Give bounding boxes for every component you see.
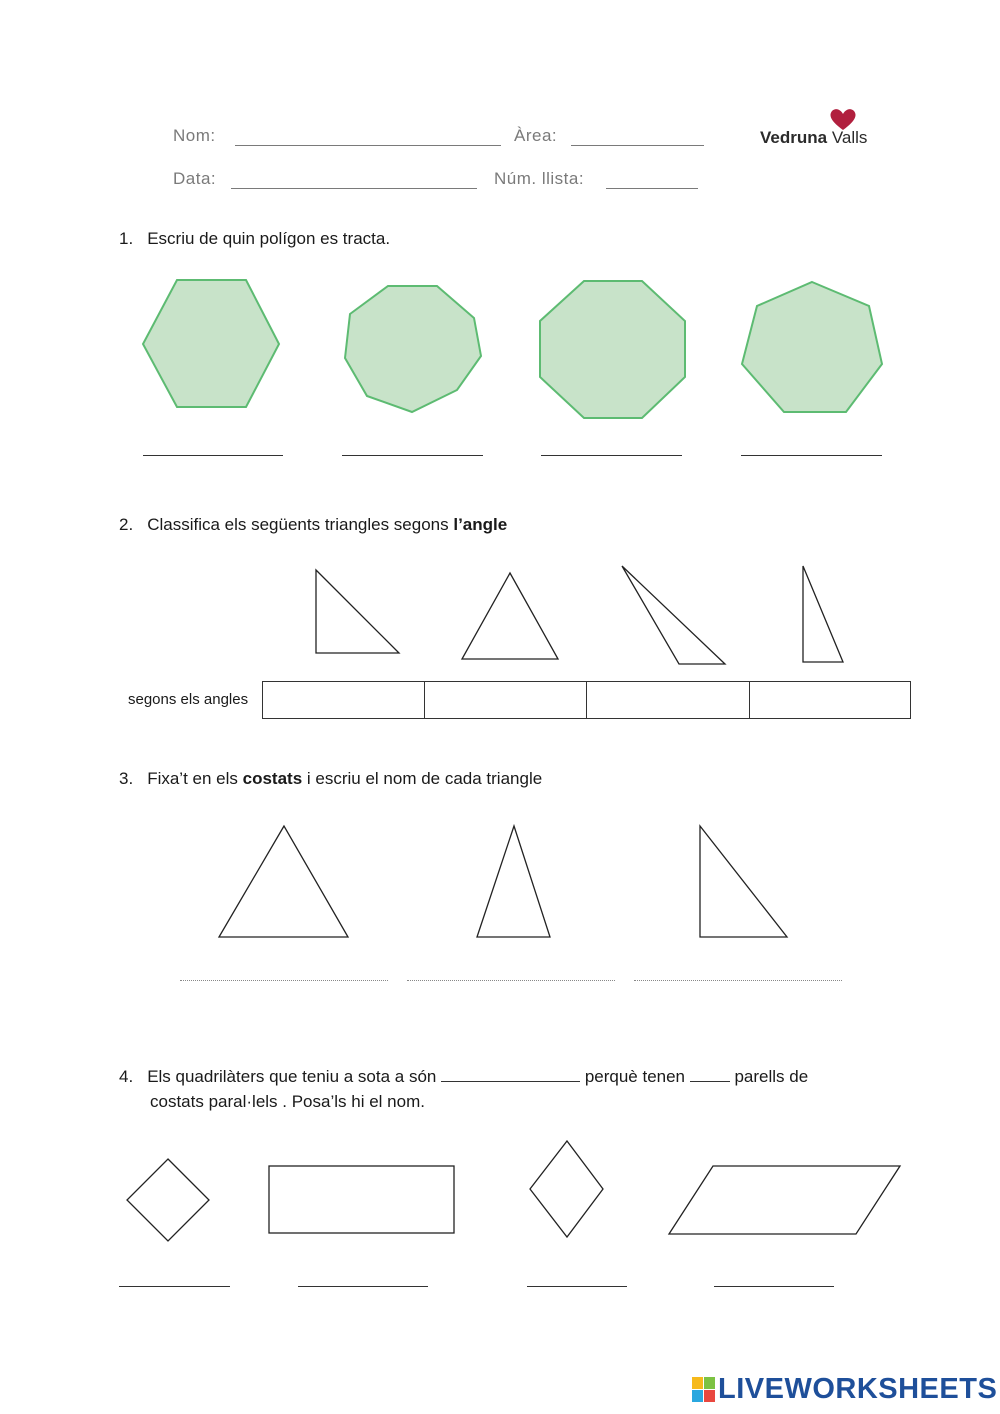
logo-light-text: Valls [827, 128, 868, 147]
question-text-end: parells de [729, 1067, 809, 1086]
data-label: Data: [173, 169, 217, 188]
square-shape [127, 1159, 209, 1241]
llista-label: Núm. llista: [494, 169, 585, 188]
question-number: 2. [119, 515, 134, 534]
liveworksheets-brand: LIVEWORKSHEETS [718, 1373, 998, 1405]
angles-row-label: segons els angles [128, 691, 249, 708]
question-number: 3. [119, 769, 134, 788]
question-text: Fixa’t en els [147, 769, 243, 788]
answer-line-parallelogram[interactable] [714, 1286, 834, 1287]
question-text-mid: perquè tenen [580, 1067, 690, 1086]
rhombus-shape [530, 1141, 603, 1237]
question-text: Els quadrilàters que teniu a sota a són [147, 1067, 442, 1086]
answer-line-square[interactable] [119, 1286, 230, 1287]
question-number: 4. [119, 1067, 134, 1086]
area-label: Àrea: [514, 126, 558, 145]
rectangle-shape [269, 1166, 454, 1233]
question-number: 1. [119, 229, 134, 248]
question-text-end: i escriu el nom de cada triangle [302, 769, 543, 788]
liveworksheets-logo-icon [692, 1377, 716, 1403]
answer-line-rectangle[interactable] [298, 1286, 428, 1287]
question-text: Escriu de quin polígon es tracta. [147, 229, 391, 248]
question-text: Classifica els següents triangles segons [147, 515, 454, 534]
answer-line-rhombus[interactable] [527, 1286, 627, 1287]
question-4-line-2: costats paral·lels . Posa’ls hi el nom. [150, 1092, 425, 1111]
question-bold-word: l’angle [453, 515, 508, 534]
logo-bold-text: Vedruna [760, 128, 828, 147]
question-bold-word: costats [242, 769, 303, 788]
parallelogram-shape [669, 1166, 900, 1234]
nom-label: Nom: [173, 126, 216, 145]
